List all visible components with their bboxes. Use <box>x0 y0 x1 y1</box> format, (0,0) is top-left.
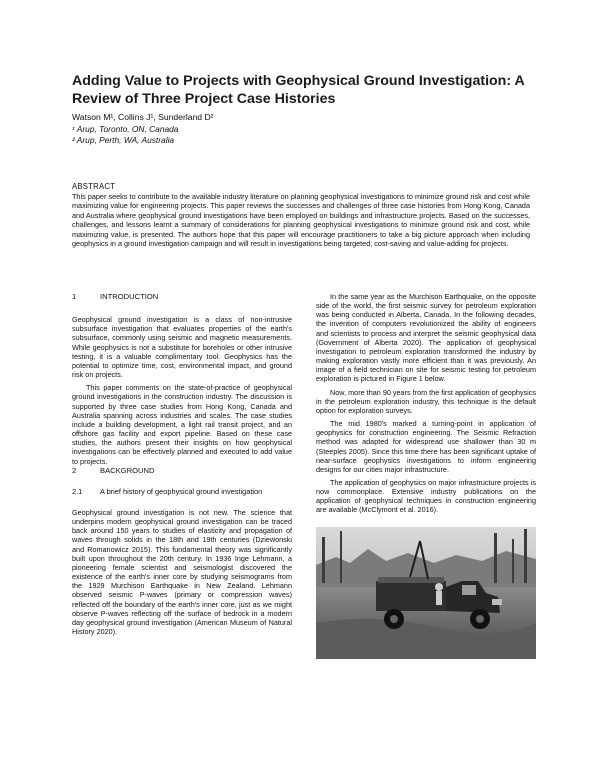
author-list: Watson M¹, Collins J¹, Sunderland D² <box>72 112 214 122</box>
author-block <box>72 112 214 147</box>
section-title: INTRODUCTION <box>100 292 159 301</box>
right-paragraph-3: The mid 1980's marked a turning-point in application of geophysics for construction engineering. The Seismic Refraction method was adapted for widespread use shallower than 30 m (Steeples 2005). Since this time there has been significant uptake of near-surface geophysics investigations to inform engineering designs for our cities major infrastructure. <box>316 419 536 474</box>
paper-title: Adding Value to Projects with Geophysical Ground Investigation: A Review of Three Project Case Histories <box>72 73 525 107</box>
intro-paragraph-2: This paper comments on the state-of-practice of geophysical ground investigations in the construction industry. The discussion is supported by three case studies from Hong Kong, Canada and Australia spanning across industries and scales. The case studies include a building development, a light rail transit project, and an offshore gas facility and export pipeline. Based on these case studies, the authors present their insights on how geophysical investigations can be effectively planned and executed to add value to projects. <box>72 383 292 466</box>
right-paragraph-4: The application of geophysics on major infrastructure projects is now commonplace. Extensive industry publications on the application of geophysical techniques in construction engineering are available (McClymont et al. 2016). <box>316 477 536 515</box>
section-heading-introduction <box>72 292 292 301</box>
section-title: BACKGROUND <box>100 465 155 475</box>
subsection-title: A brief history of geophysical ground investigation <box>100 486 263 496</box>
affiliation-1: ¹ Arup, Toronto, ON, Canada <box>72 123 179 134</box>
section-heading-background <box>72 466 292 475</box>
right-paragraph-2: Now, more than 90 years from the first application of geophysics in the petroleum exploration industry, this technique is the default option for exploration surveys. <box>316 387 536 415</box>
field-truck-photo <box>316 527 536 659</box>
right-paragraph-1: In the same year as the Murchison Earthquake, on the opposite side of the world, the first seismic survey for petroleum exploration was being conducted in Alberta, Canada. In the following decades, the invention of computers revolutionized the ability of engineers and scientists to process and interpret the seismic geophysical data (Government of Alberta 2020). The application of geophysical investigation to petroleum exploration transformed the industry by making exploration vastly more efficient than it was previously. An image of a field technician on site for seismic testing for petroleum exploration is pictured in Figure 1 below. <box>316 292 536 384</box>
abstract-text: This paper seeks to contribute to the available industry literature on planning geophysical investigations to minimize ground risk and cost while maximizing value for engineering projects. This paper reviews the successes and challenges of three case histories from Hong Kong, Canada and Australia where geophysical ground investigations have been employed on buildings and infrastructure projects. Based on the successes, challenges, and lessons learnt a summary of considerations for planning geophysical investigations to minimize ground risk and cost, while maximizing value, is presented. The authors hope that this paper will encourage practitioners to take a big picture approach when including geophysics in a ground investigation campaign and will result in investigations being targeted, cost-saving and value-adding for projects. <box>72 192 530 249</box>
left-column <box>72 292 292 636</box>
background-paragraph-1: Geophysical ground investigation is not new. The science that underpins modern geophysical ground investigation can be traced back around 150 years to studies of elasticity and propagation of waves through solids in the 18th and 19th centuries (Dziewonski and Romanowicz 2015). This fundamental theory was significantly built upon throughout the 20th century. In 1936 Inge Lehmann, a pioneering female scientist and seismologist discovered the existence of the earth's inner core by studying seismograms from the 1929 Murchison Earthquake in New Zealand. Lehmann observed seismic P-waves (primary or compression waves) reflected off the boundary of the earth's inner core, just as we might observe P-waves reflecting off the surface of bedrock in a modern day geophysical ground investigation (American Museum of Natural History 2020). <box>72 507 292 636</box>
section-number: 2 <box>72 465 77 475</box>
subsection-number: 2.1 <box>72 486 83 496</box>
subsection-heading-history <box>72 487 292 496</box>
abstract-heading: ABSTRACT <box>72 182 116 191</box>
right-column <box>316 292 536 659</box>
affiliation-2: ² Arup, Perth, WA, Australia <box>72 135 175 145</box>
section-number: 1 <box>72 292 77 301</box>
intro-paragraph-1: Geophysical ground investigation is a class of non-intrusive subsurface investigation that evaluates properties of the earth's subsurface, commonly using seismic and magnetic measurements. While geophysics is not a substitute for boreholes or other intrusive testing, it is a valuable complimentary tool. Geophysics has the potential to optimize time, cost, environmental impact, and ground risk on projects. <box>72 315 292 380</box>
figure-1-photo <box>316 527 536 659</box>
